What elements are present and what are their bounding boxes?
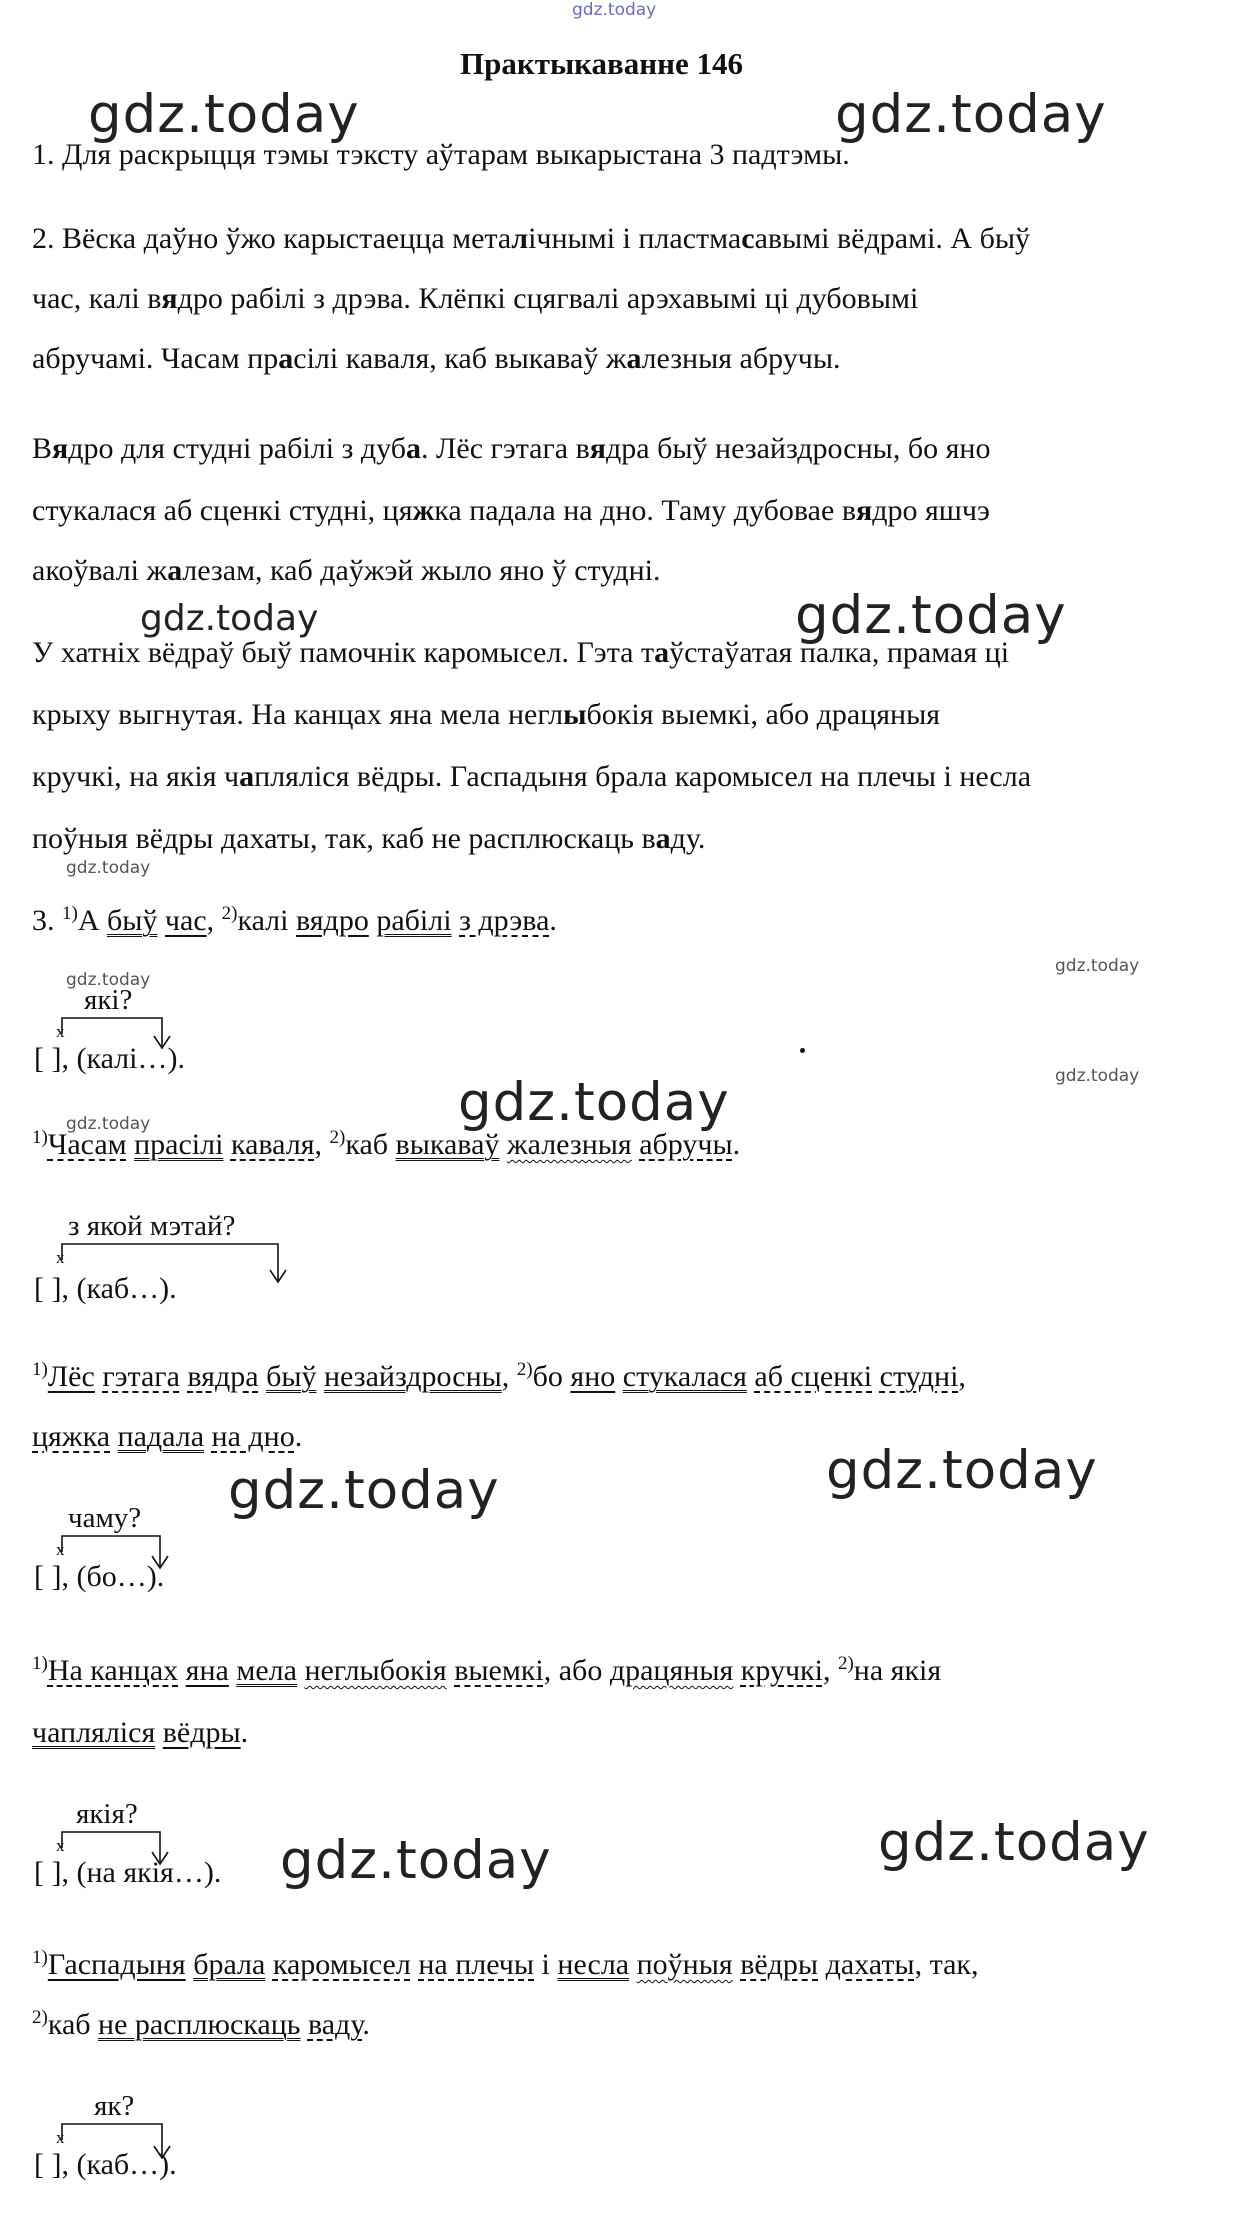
scheme-question: якія? xyxy=(76,1798,138,1830)
text-line: Вядро для студні рабілі з дуба. Лёс гэтага вядра быў незайздросны, бо яно xyxy=(32,432,991,465)
scheme-x: x xyxy=(56,1836,65,1855)
scheme-1 xyxy=(34,986,334,1086)
scheme-formula: [ ], (каб…). xyxy=(34,1272,177,1305)
analysis-sentence-3-cont: цяжка падала на дно. xyxy=(32,1420,303,1453)
scheme-x: x xyxy=(56,2128,65,2147)
watermark: gdz.today xyxy=(1055,1066,1140,1086)
scheme-question: як? xyxy=(94,2090,135,2122)
analysis-sentence-4: $^{1)}$На канцах яна мела неглыбокія выемкі, або драцяныя кручкі, $^{2)}$на якія xyxy=(32,1653,942,1687)
scheme-5 xyxy=(34,2090,354,2200)
watermark: gdz.today xyxy=(66,970,151,990)
text-line: крыху выгнутая. На канцах яна мела неглыбокія выемкі, або драцяныя xyxy=(32,698,941,731)
scheme-question: чаму? xyxy=(68,1502,142,1534)
text-line: кручкі, на якія чапляліся вёдры. Гаспадыня брала каромысел на плечы і несла xyxy=(32,760,1032,793)
scheme-x: x xyxy=(56,1022,65,1041)
analysis-sentence-1: 3. $^{1)}$А быў час, $^{2)}$калі вядро рабілі з дрэва. xyxy=(32,903,557,937)
analysis-sentence-5-cont: $^{2)}$каб не расплюскаць ваду. xyxy=(32,2007,370,2041)
text-line: 2. Вёска даўно ўжо карыстаецца металічнымі і пластмасавымі вёдрамі. А быў xyxy=(32,222,1030,255)
text-line: поўныя вёдры дахаты, так, каб не расплюскаць ваду. xyxy=(32,822,706,855)
watermark: gdz.today xyxy=(878,1812,1150,1873)
watermark: gdz.today xyxy=(458,1072,730,1133)
watermark: gdz.today xyxy=(280,1830,552,1891)
text-line: стукалася аб сценкі студні, цяжка падала на дно. Таму дубовае вядро яшчэ xyxy=(32,494,990,527)
scheme-x: x xyxy=(56,1540,65,1559)
text-line: У хатніх вёдраў быў памочнік каромысел. Гэта таўстаўатая палка, прамая ці xyxy=(32,636,1010,669)
analysis-sentence-5: $^{1)}$Гаспадыня брала каромысел на плечы і несла поўныя вёдры дахаты, так, xyxy=(32,1947,979,1981)
scheme-question: з якой мэтай? xyxy=(68,1210,236,1242)
watermark: gdz.today xyxy=(140,598,319,639)
watermark-top: gdz.today xyxy=(572,0,657,20)
text-line: абручамі. Часам прасілі каваля, каб выкаваў жалезныя абручы. xyxy=(32,342,841,375)
watermark: gdz.today xyxy=(66,1114,151,1134)
scheme-question: які? xyxy=(84,984,133,1016)
watermark: gdz.today xyxy=(1055,956,1140,976)
scheme-2 xyxy=(34,1208,434,1318)
watermark: gdz.today xyxy=(835,84,1107,145)
watermark: gdz.today xyxy=(228,1460,500,1521)
watermark: gdz.today xyxy=(826,1440,1098,1501)
page-title: Практыкаванне 146 xyxy=(460,46,744,81)
answer-1: 1. Для раскрыцця тэмы тэксту аўтарам выкарыстана 3 падтэмы. xyxy=(32,138,850,171)
watermark: gdz.today xyxy=(66,858,151,878)
scheme-formula: [ ], (калі…). xyxy=(34,1042,185,1075)
text-line: акоўвалі жалезам, каб даўжэй жыло яно ў студні. xyxy=(32,554,661,587)
text-line: час, калі вядро рабілі з дрэва. Клёпкі сцягвалі арэхавымі ці дубовымі xyxy=(32,282,919,315)
watermark: gdz.today xyxy=(88,84,360,145)
analysis-sentence-3: $^{1)}$Лёс гэтага вядра быў незайздросны, $^{2)}$бо яно стукалася аб сценкі студні, xyxy=(32,1359,966,1393)
analysis-sentence-2: $^{1)}$Часам прасілі каваля, $^{2)}$каб выкаваў жалезныя абручы. xyxy=(32,1127,741,1161)
stray-dot xyxy=(800,1048,805,1053)
scheme-4 xyxy=(34,1800,354,1900)
analysis-sentence-4-cont: чапляліся вёдры. xyxy=(32,1716,249,1749)
watermark: gdz.today xyxy=(795,585,1067,646)
scheme-3 xyxy=(34,1504,334,1604)
scheme-x: x xyxy=(56,1248,65,1267)
scheme-formula: [ ], (бо…). xyxy=(34,1560,165,1593)
scheme-formula: [ ], (на якія…). xyxy=(34,1856,222,1889)
scheme-formula: [ ], (каб…). xyxy=(34,2148,177,2181)
